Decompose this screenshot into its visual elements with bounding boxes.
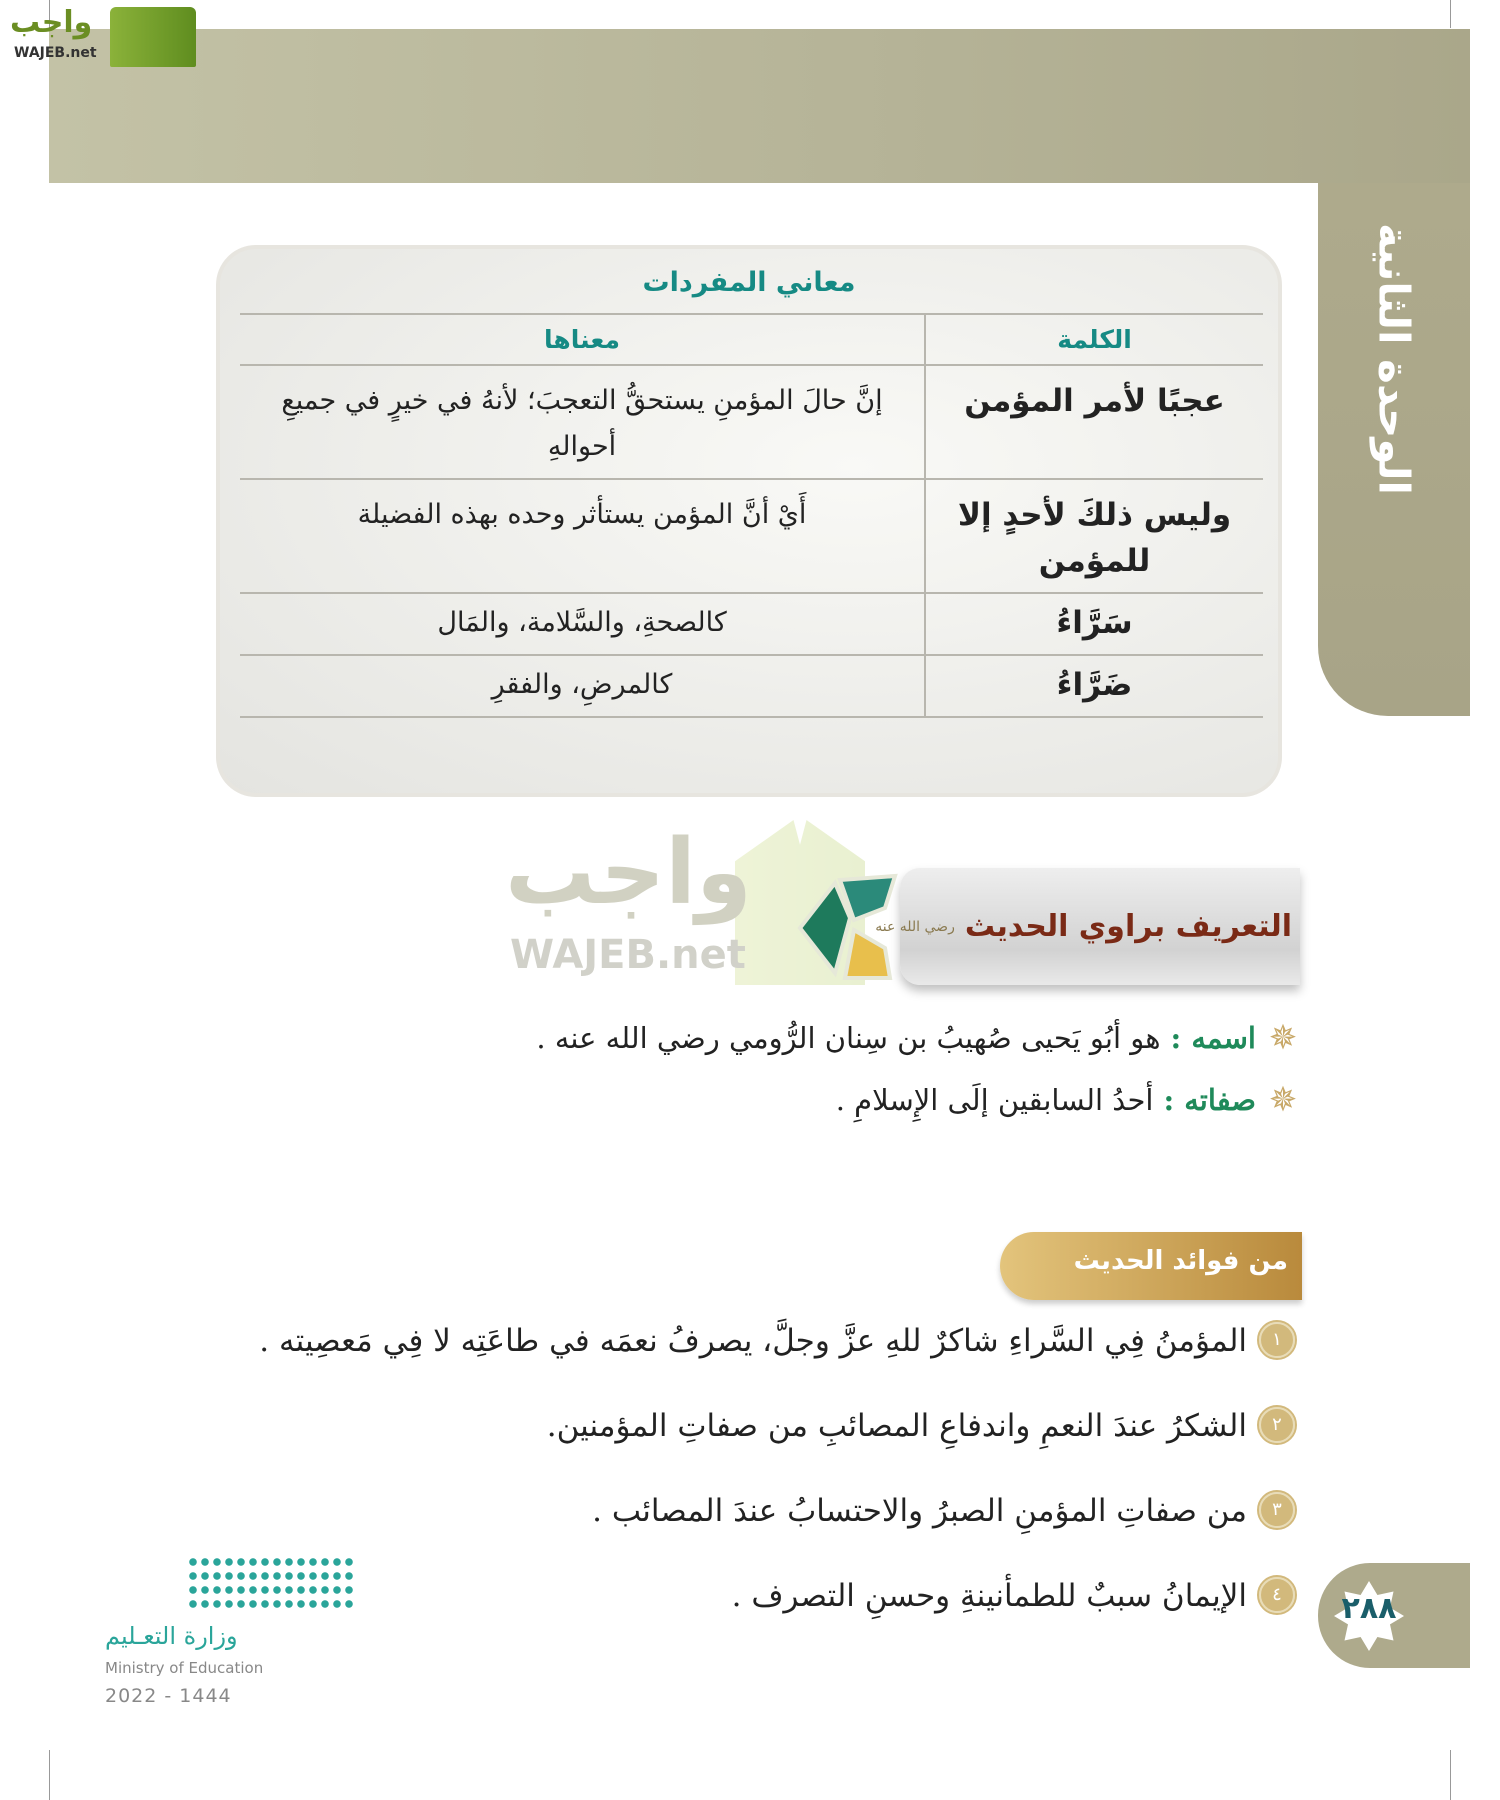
ministry-english: Ministry of Education	[105, 1659, 264, 1677]
narrator-name-row	[536, 1018, 1300, 1058]
narrator-title: التعريف براوي الحديث	[964, 909, 1292, 944]
table-header	[240, 314, 1263, 365]
ministry-year: 2022 - 1444	[105, 1685, 232, 1707]
table-row	[240, 479, 1263, 593]
logo-arabic: واجب	[10, 5, 93, 40]
benefit-text: من صفاتِ المؤمنِ الصبرُ والاحتسابُ عندَ المصائب .	[592, 1493, 1247, 1529]
word-cell: سَرَّاءُ	[925, 593, 1263, 655]
number-badge: ٢	[1259, 1407, 1295, 1443]
crop-mark	[1450, 0, 1451, 28]
unit-tab	[1318, 183, 1470, 716]
star-bullet-icon: ✵	[1268, 1080, 1298, 1120]
benefit-text: الشكرُ عندَ النعمِ واندفاعِ المصائبِ من صفاتِ المؤمنين.	[546, 1408, 1247, 1444]
ministry-arabic: وزارة التعـليم	[105, 1622, 238, 1650]
narrator-traits-row	[836, 1080, 1300, 1120]
unit-title: الوحدة الثانية	[1369, 223, 1419, 495]
traits-value: أحدُ السابقين إلَى الإِسلامِ .	[835, 1083, 1154, 1117]
number-badge: ١	[1259, 1322, 1295, 1358]
narrator-banner	[875, 868, 1300, 985]
meaning-cell: إنَّ حالَ المؤمنِ يستحقُّ التعجبَ؛ لأنهُ في خيرٍ في جميعِ أحوالهِ	[240, 365, 925, 479]
table-row	[240, 655, 1263, 717]
watermark-arabic: واجب	[505, 820, 752, 925]
book-icon	[110, 7, 196, 67]
number-badge: ٣	[1259, 1492, 1295, 1528]
wajeb-logo[interactable]	[10, 5, 190, 67]
logo-latin: WAJEB.net	[14, 45, 97, 61]
page-number: ٢٨٨	[1341, 1591, 1397, 1626]
header-band	[49, 29, 1470, 183]
benefit-text: الإيمانُ سببٌ للطمأنينةِ وحسنِ التصرف .	[731, 1578, 1247, 1614]
name-value: هو أبُو يَحيى صُهيبُ بن سِنان الرُّومي رضي الله عنه .	[536, 1021, 1161, 1055]
vocabulary-table	[240, 313, 1263, 718]
emblem-icon	[790, 868, 915, 988]
watermark-latin: WAJEB.net	[510, 932, 746, 978]
star-bullet-icon: ✵	[1268, 1018, 1298, 1058]
benefit-item	[592, 1492, 1295, 1530]
ministry-logo	[105, 1555, 365, 1715]
word-cell: عجبًا لأمر المؤمن	[925, 365, 1263, 479]
header-meaning: معناها	[240, 314, 925, 365]
name-label: اسمه :	[1170, 1021, 1256, 1055]
honorific: رضي الله عنه	[875, 918, 955, 935]
crop-mark	[49, 1750, 50, 1800]
benefit-item	[732, 1577, 1295, 1615]
benefit-item	[547, 1407, 1295, 1445]
page-number-tab	[1318, 1563, 1470, 1668]
benefits-heading	[1000, 1232, 1302, 1300]
traits-label: صفاته :	[1163, 1083, 1256, 1117]
meaning-cell: أَيْ أنَّ المؤمن يستأثر وحده بهذه الفضيلة	[240, 479, 925, 593]
meaning-cell: كالصحةِ، والسَّلامة، والمَال	[240, 593, 925, 655]
crop-mark	[1450, 1750, 1451, 1800]
table-row	[240, 365, 1263, 479]
vocabulary-card	[216, 245, 1282, 797]
word-cell: ضَرَّاءُ	[925, 655, 1263, 717]
number-badge: ٤	[1259, 1577, 1295, 1613]
table-row	[240, 593, 1263, 655]
word-cell: وليس ذلكَ لأحدٍ إلا للمؤمن	[925, 479, 1263, 593]
header-word: الكلمة	[925, 314, 1263, 365]
benefit-text: المؤمنُ فِي السَّراءِ شاكرٌ للهِ عزَّ وجلَّ، يصرفُ نعمَه في طاعَتِه لا فِي مَعصِيته .	[259, 1323, 1247, 1359]
meaning-cell: كالمرضِ، والفقرِ	[240, 655, 925, 717]
ministry-dots-icon	[187, 1555, 357, 1611]
benefit-item	[259, 1322, 1295, 1360]
benefits-title: من فوائد الحديث	[1073, 1246, 1288, 1276]
vocabulary-title: معاني المفردات	[642, 267, 856, 298]
